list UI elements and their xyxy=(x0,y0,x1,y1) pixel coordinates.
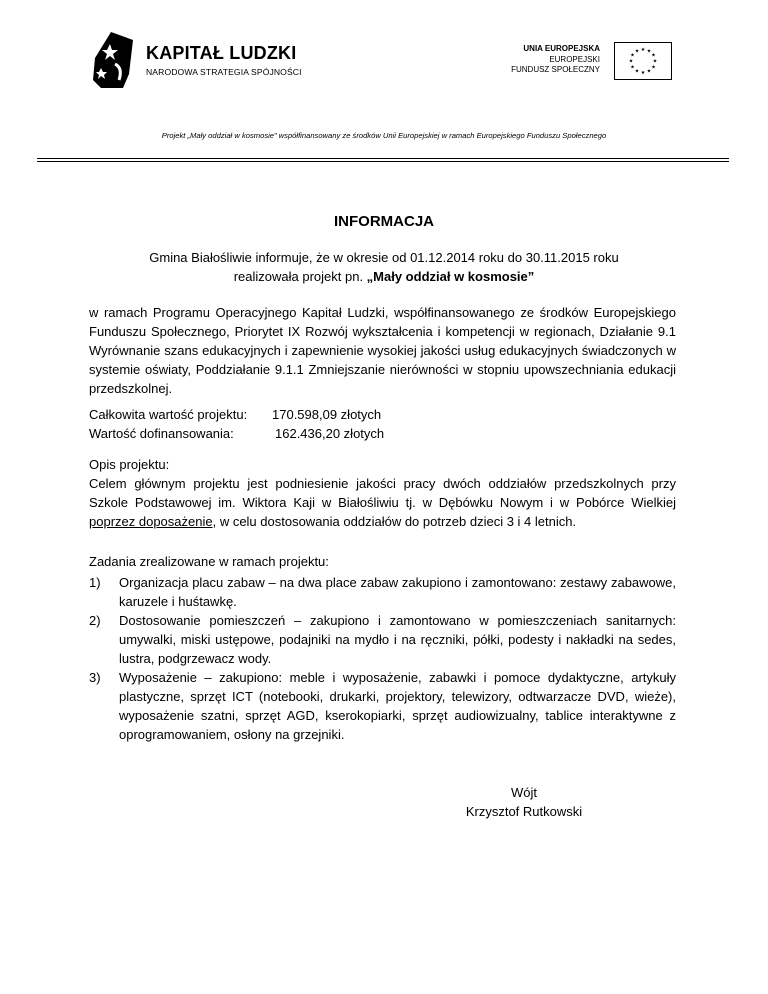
svg-text:★: ★ xyxy=(651,52,656,59)
task-number: 2) xyxy=(89,613,101,628)
description-heading: Opis projektu: xyxy=(89,457,170,472)
svg-text:★: ★ xyxy=(651,64,656,71)
description-text-after: , w celu dostosowania oddziałów do potrzeb dzieci 3 i 4 letnich. xyxy=(212,514,577,529)
kapital-ludzki-subtitle: NARODOWA STRATEGIA SPÓJNOŚCI xyxy=(146,67,302,77)
value-row-total xyxy=(89,405,384,424)
eu-flag-icon xyxy=(614,42,672,80)
signature-name: Krzysztof Rutkowski xyxy=(465,804,583,819)
task-text: Organizacja placu zabaw – na dwa place zabaw zakupiono i zamontowano: zestawy zabawowe, karuzele i huśtawkę. xyxy=(119,575,676,609)
value-amount: 162.436,20 złotych xyxy=(275,426,385,441)
value-amount: 170.598,09 złotych xyxy=(272,407,382,422)
svg-text:★: ★ xyxy=(634,68,640,75)
value-row-cofinancing xyxy=(89,424,384,443)
kapital-ludzki-title: KAPITAŁ LUDZKI xyxy=(146,43,297,63)
project-cofinancing-line: Projekt „Mały oddział w kosmosie” współfinansowany ze środków Unii Europejskiej w ramach Europejskiego Funduszu Społecznego xyxy=(161,131,607,140)
eu-logo-line1: UNIA EUROPEJSKA xyxy=(523,44,600,53)
svg-text:★: ★ xyxy=(640,47,646,53)
svg-text:★: ★ xyxy=(652,58,658,65)
svg-text:★: ★ xyxy=(630,64,635,71)
svg-text:★: ★ xyxy=(628,58,634,65)
description-text-before: Celem głównym projektu jest podniesienie jakości pracy dwóch oddziałów przedszkolnych przy Szkole Podstawowej im. Wiktora Kaji w Białośliwiu tj. w Dębówku Nowym i w Pobórce Wielkiej xyxy=(89,476,676,510)
document-title: INFORMACJA xyxy=(334,213,434,230)
header-divider-secondary xyxy=(37,161,729,162)
header-divider xyxy=(37,158,729,159)
eu-logo-line2: EUROPEJSKI xyxy=(549,54,600,64)
task-text: Wyposażenie – zakupiono: meble i wyposażenie, zabawki i pomoce dydaktyczne, artykuły plastyczne, sprzęt ICT (notebooki, drukarki, projektory, telewizory, odtwarzacze DVD, wieże), wyposażenie szatni, sprzęt AGD, kserokopiarki, sprzęt audiowizualny, tablice interaktywne z oprogramowaniem, osłony na grzejniki. xyxy=(119,670,676,742)
description-underlined-text: poprzez doposażenie xyxy=(89,514,213,529)
intro-line-2-prefix: realizowała projekt pn. xyxy=(233,269,367,284)
project-values xyxy=(89,405,384,443)
kapital-ludzki-emblem-icon xyxy=(93,30,135,90)
svg-text:★: ★ xyxy=(646,48,652,55)
task-item xyxy=(89,668,676,744)
intro-statement xyxy=(0,248,768,286)
intro-line-2 xyxy=(0,267,768,286)
svg-text:★: ★ xyxy=(634,48,640,55)
description-paragraph xyxy=(89,474,676,531)
value-label: Wartość dofinansowania: xyxy=(89,426,234,441)
eu-logo-line3: FUNDUSZ SPOŁECZNY xyxy=(511,65,600,74)
task-item xyxy=(89,611,676,668)
value-label: Całkowita wartość projektu: xyxy=(89,407,248,422)
svg-text:★: ★ xyxy=(646,68,652,75)
task-number: 3) xyxy=(89,670,101,685)
tasks-heading: Zadania zrealizowane w ramach projektu: xyxy=(89,554,329,569)
signature-role: Wójt xyxy=(511,785,537,800)
svg-text:★: ★ xyxy=(640,70,646,76)
signature-block xyxy=(444,783,604,821)
intro-project-name: „Mały oddział w kosmosie” xyxy=(366,269,535,284)
eu-logo-text xyxy=(511,44,600,76)
programme-paragraph: w ramach Programu Operacyjnego Kapitał Ludzki, współfinansowanego ze środków Europejskiego Funduszu Społecznego, Priorytet IX Rozwój wykształcenia i kompetencji w regionach, Działanie 9.1 Wyrównanie szans edukacyjnych i zapewnienie wysokiej jakości usług edukacyjnych świadczonych w systemie oświaty, Poddziałanie 9.1.1 Zmniejszanie nierówności w stopniu upowszechniania edukacji przedszkolnej. xyxy=(89,305,676,396)
task-number: 1) xyxy=(89,575,101,590)
task-text: Dostosowanie pomieszczeń – zakupiono i zamontowano w pomieszczeniach sanitarnych: umywalki, miski ustępowe, podajniki na mydło i na ręczniki, półki, podesty i nakładki na sedes, lustra, podgrzewacz wody. xyxy=(119,613,676,666)
svg-text:★: ★ xyxy=(630,52,635,59)
intro-line-1: Gmina Białośliwie informuje, że w okresie od 01.12.2014 roku do 30.11.2015 roku xyxy=(149,250,619,265)
task-item xyxy=(89,573,676,611)
